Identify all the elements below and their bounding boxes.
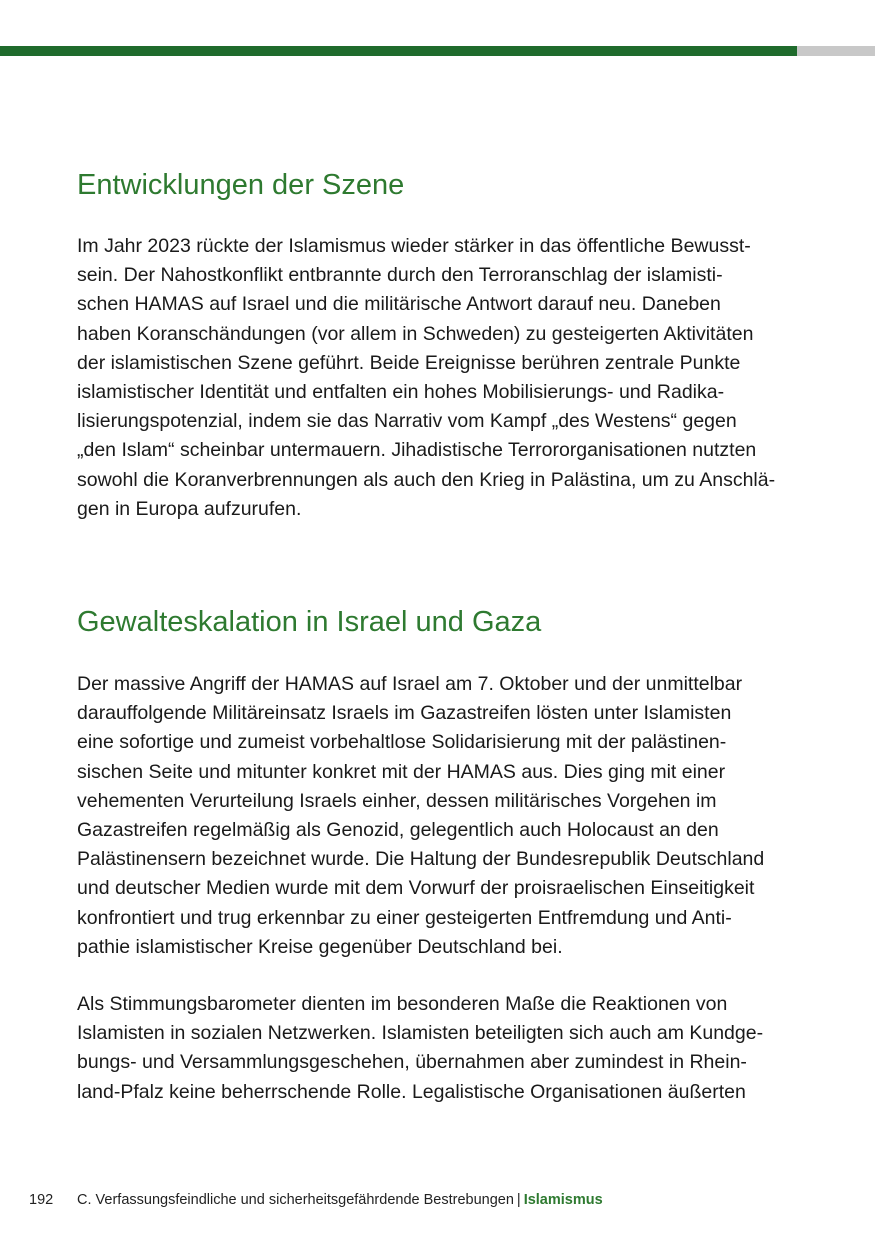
top-accent-bar-green [0, 46, 797, 56]
footer-chapter [77, 1188, 603, 1212]
top-accent-bar-grey [797, 46, 875, 56]
section2-paragraph-1 [77, 670, 802, 962]
text-line: lisierungspotenzial, indem sie das Narrativ vom Kampf „des Westens“ gegen [77, 410, 737, 433]
page-footer [0, 1188, 875, 1212]
footer-separator: | [516, 1192, 521, 1208]
text-line: schen HAMAS auf Israel und die militärische Antwort darauf neu. Daneben [77, 293, 721, 316]
text-line: Gazastreifen regelmäßig als Genozid, gelegentlich auch Holocaust an den [77, 819, 719, 842]
text-line: gen in Europa aufzurufen. [77, 497, 302, 520]
text-line: Als Stimmungsbarometer dienten im besonderen Maße die Reaktionen von [77, 993, 728, 1015]
text-line: „den Islam“ scheinbar untermauern. Jihadistische Terrororganisationen nutzten [77, 439, 757, 462]
text-line: sischen Seite und mitunter konkret mit der HAMAS aus. Dies ging mit einer [77, 760, 726, 783]
text-line: sein. Der Nahostkonflikt entbrannte durch den Terroranschlag der islamisti- [77, 264, 723, 287]
text-line: Im Jahr 2023 rückte der Islamismus wieder stärker in das öffentliche Bewusst- [77, 235, 751, 257]
text-line: konfrontiert und trug erkennbar zu einer gesteigerten Entfremdung und Anti- [77, 906, 732, 929]
text-line: eine sofortige und zumeist vorbehaltlose Solidarisierung mit der palästinen- [77, 731, 727, 754]
footer-section-name: Islamismus [523, 1192, 603, 1208]
section-title-gewalteskalation: Gewalteskalation in Israel und Gaza [77, 606, 542, 638]
top-accent-bar [0, 46, 875, 56]
page-number: 192 [29, 1192, 54, 1208]
text-line: sowohl die Koranverbrennungen als auch den Krieg in Palästina, um zu Anschlä- [77, 468, 776, 491]
footer-chapter-title: C. Verfassungsfeindliche und sicherheitsgefährdende Bestrebungen [77, 1192, 514, 1208]
section1-paragraph [77, 232, 802, 524]
text-line: vehementen Verurteilung Israels einher, dessen militärisches Vorgehen im [77, 789, 717, 812]
text-line: bungs- und Versammlungsgeschehen, übernahmen aber zumindest in Rhein- [77, 1051, 747, 1074]
text-line: pathie islamistischer Kreise gegenüber Deutschland bei. [77, 935, 563, 958]
text-line: Palästinensern bezeichnet wurde. Die Haltung der Bundesrepublik Deutschland [77, 848, 765, 871]
text-line: islamistischer Identität und entfalten ein hohes Mobilisierungs- und Radika- [77, 381, 725, 404]
text-line: und deutscher Medien wurde mit dem Vorwurf der proisraelischen Einseitigkeit [77, 877, 755, 900]
text-line: der islamistischen Szene geführt. Beide Ereignisse berühren zentrale Punkte [77, 351, 741, 374]
section-title-entwicklungen: Entwicklungen der Szene [77, 169, 405, 201]
text-line: darauffolgende Militäreinsatz Israels im Gazastreifen lösten unter Islamisten [77, 702, 732, 725]
section2-paragraph-2 [77, 990, 802, 1107]
text-line: haben Koranschändungen (vor allem in Schweden) zu gesteigerten Aktivitäten [77, 322, 754, 345]
text-line: Der massive Angriff der HAMAS auf Israel am 7. Oktober und der unmittelbar [77, 673, 743, 695]
text-line: Islamisten in sozialen Netzwerken. Islamisten beteiligten sich auch am Kundge- [77, 1022, 764, 1045]
text-line: land-Pfalz keine beherrschende Rolle. Legalistische Organisationen äußerten [77, 1080, 746, 1103]
